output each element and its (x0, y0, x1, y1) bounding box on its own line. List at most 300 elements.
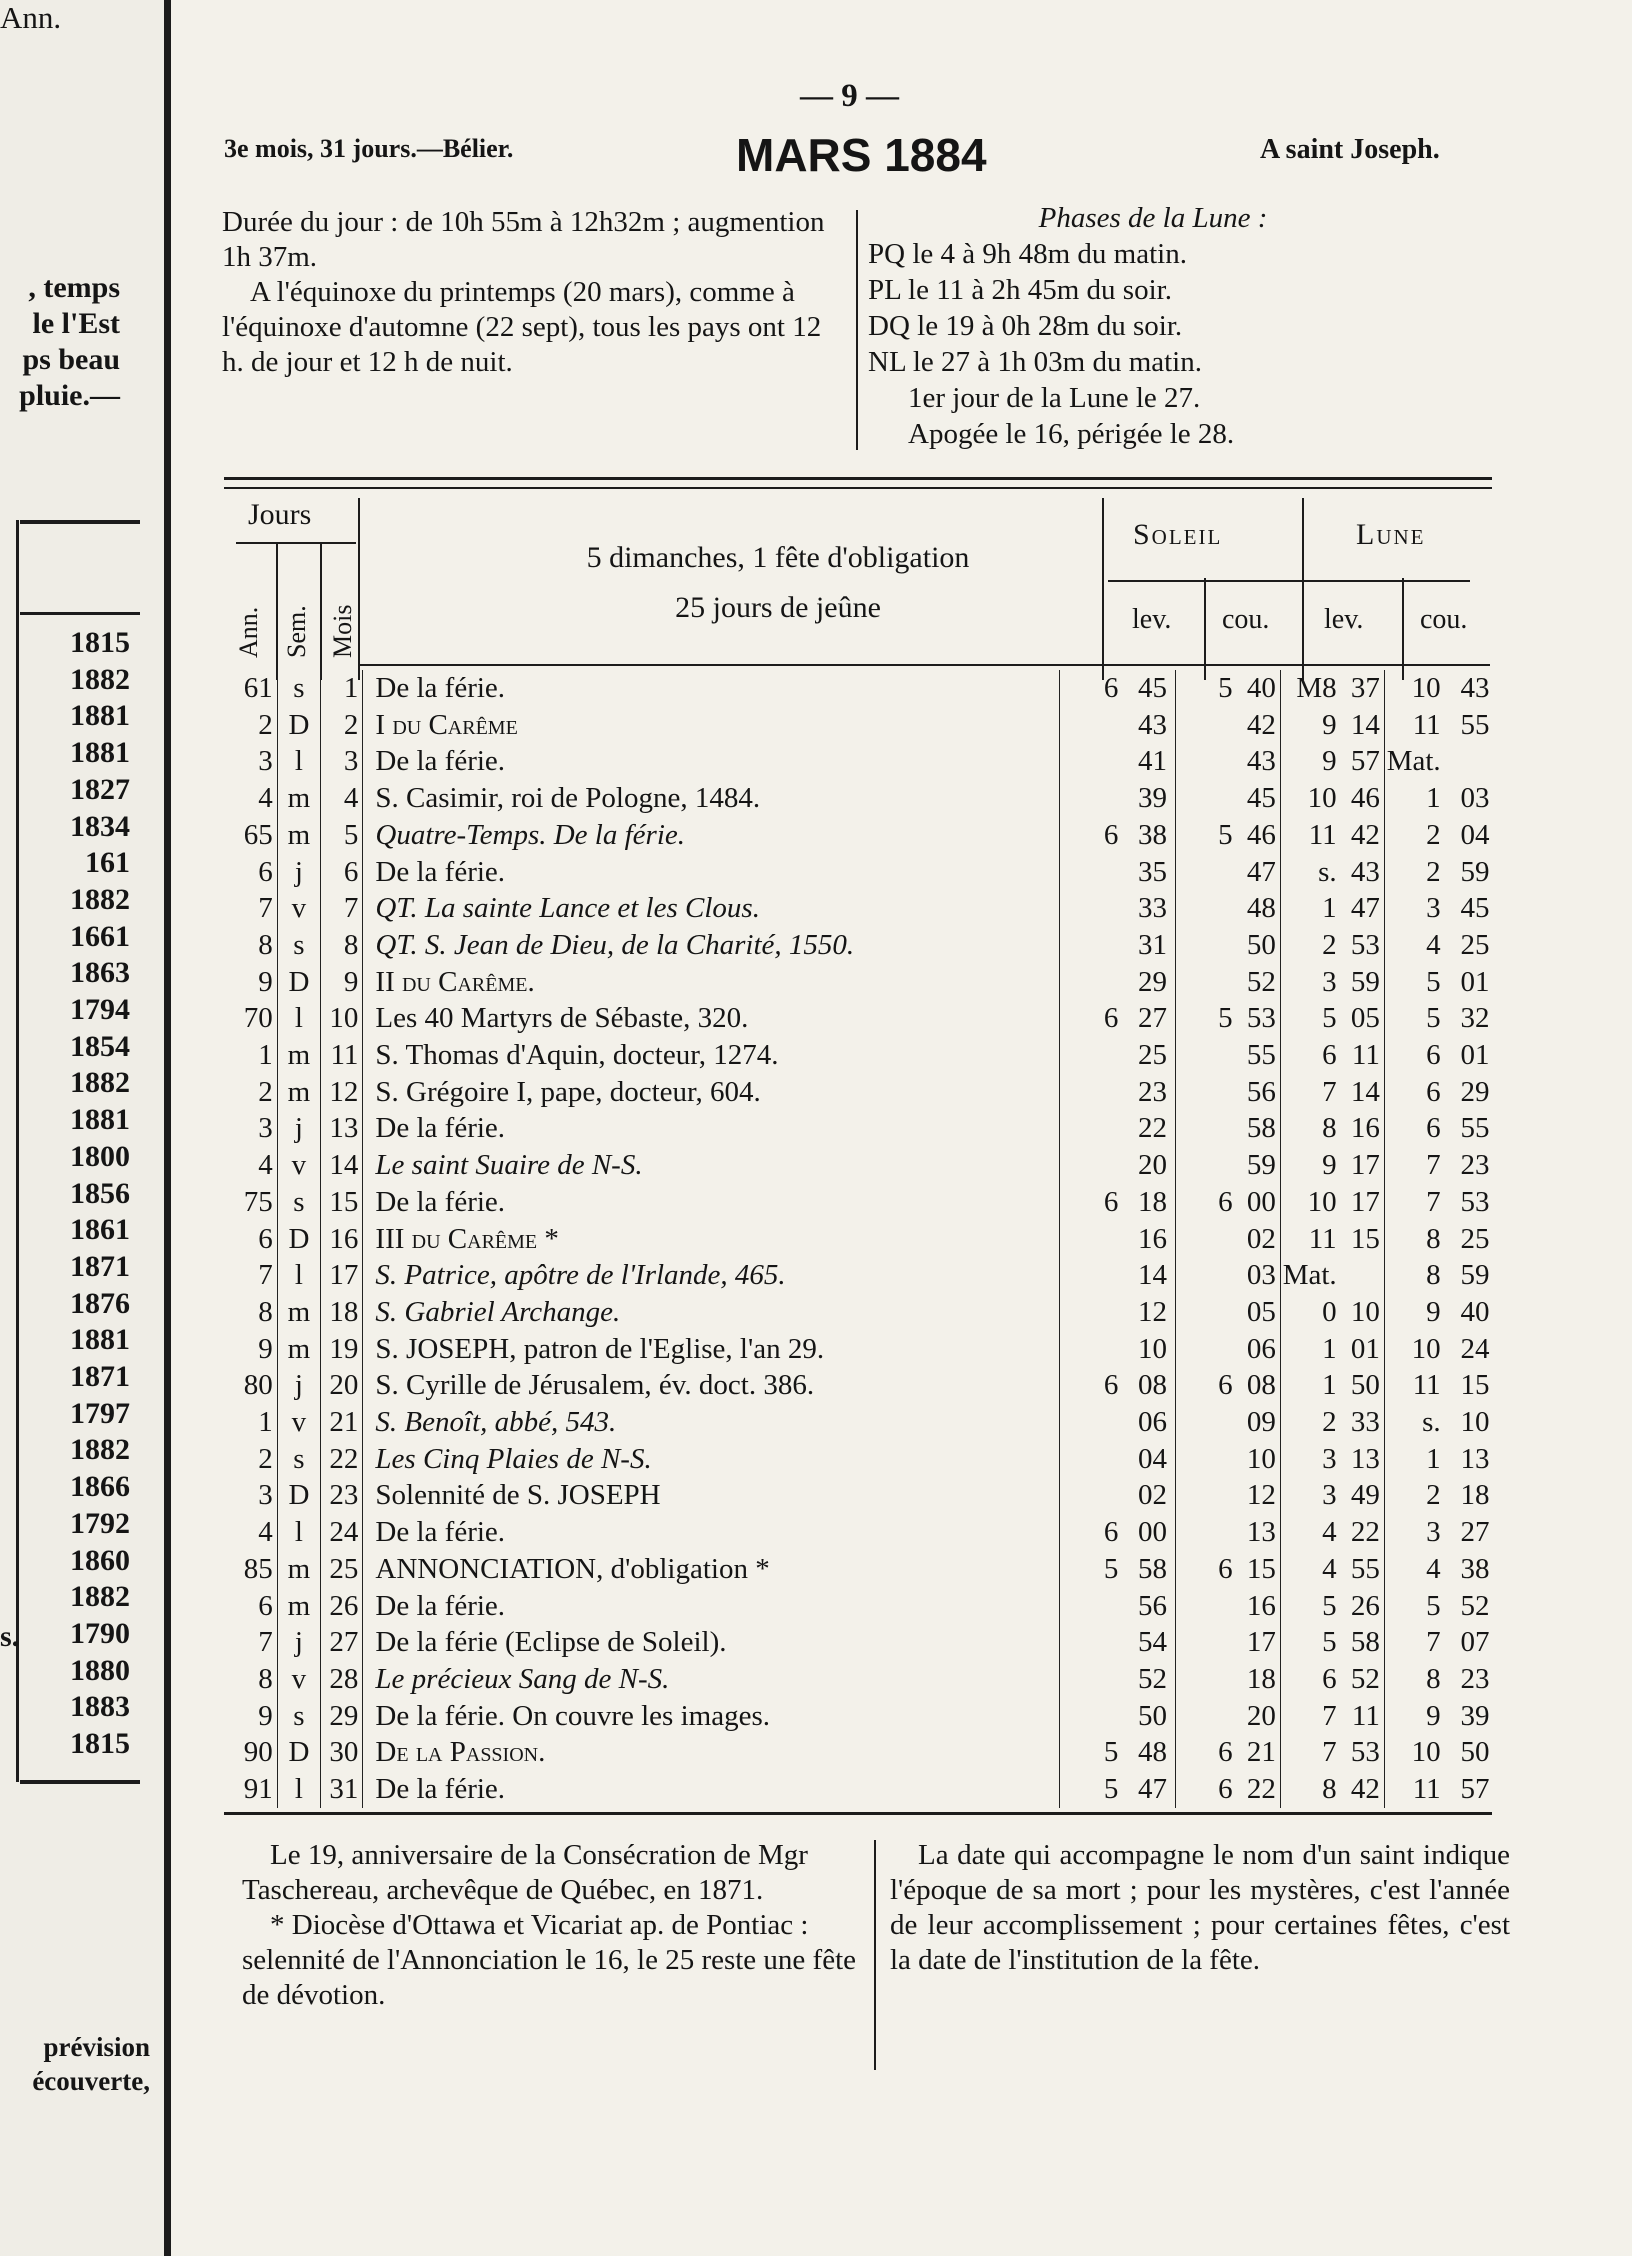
cell-mois: 24 (321, 1514, 363, 1551)
table-row (228, 1624, 1490, 1661)
cell-ann: 9 (228, 1331, 277, 1368)
cell-sl-h (1059, 1624, 1122, 1661)
cell-fete: Le précieux Sang de N-S. (363, 1661, 1059, 1698)
cell-lc-h: 5 (1426, 965, 1441, 998)
phase-line: DQ le 19 à 0h 28m du soir. (868, 310, 1183, 342)
cell-lc-h: 6 (1426, 1112, 1441, 1145)
cell-ll-h: 3 (1322, 965, 1337, 998)
cell-mois: 12 (321, 1074, 363, 1111)
cell-ll-h: 9 (1322, 708, 1337, 741)
cell-fete: De la Passion. (363, 1734, 1059, 1771)
cell-sc-m: 12 (1237, 1477, 1281, 1514)
cell-sc-h (1176, 1624, 1237, 1661)
cell-lc-m: 01 (1460, 1039, 1490, 1072)
prev-year: 161 (85, 846, 130, 880)
cell-ll-m: 15 (1341, 1221, 1385, 1258)
cell-ll-h: 7 (1322, 1075, 1337, 1108)
prev-year: 1827 (70, 772, 130, 806)
table-row (228, 964, 1490, 1001)
cell-ll-m: 50 (1341, 1367, 1385, 1404)
prev-table-rule-top (20, 520, 140, 524)
cell-sc-m: 10 (1237, 1441, 1281, 1478)
cell-sl-h: 6 (1103, 1002, 1119, 1035)
cell-lc-h: 3 (1426, 1516, 1441, 1549)
cell-mois: 4 (321, 780, 363, 817)
cell-sc-m: 59 (1237, 1147, 1281, 1184)
cell-mois: 13 (321, 1110, 363, 1147)
cell-sl-h (1059, 1698, 1122, 1735)
calendar-body (228, 670, 1490, 1808)
lune-lev-header: lev. (1324, 604, 1364, 635)
cell-sc-m: 47 (1237, 854, 1281, 891)
cell-sc-m: 15 (1237, 1551, 1281, 1588)
cell-lc-h: 4 (1426, 928, 1441, 961)
cell-sl-m: 22 (1122, 1110, 1175, 1147)
cell-sem: D (277, 1734, 320, 1771)
cell-sc-m: 13 (1237, 1514, 1281, 1551)
cell-ll-m: 53 (1341, 927, 1385, 964)
double-rule-top (224, 477, 1492, 480)
phase-line: PQ le 4 à 9h 48m du matin. (868, 238, 1187, 270)
sun-moon-underline (1108, 580, 1470, 582)
cell-ll-h: 9 (1322, 745, 1337, 778)
cell-sc-h (1176, 1074, 1237, 1111)
cell-ll-m: 57 (1341, 743, 1385, 780)
cell-ann: 8 (228, 1661, 277, 1698)
cell-sc-m: 03 (1237, 1257, 1281, 1294)
cell-lc-m: 59 (1460, 1259, 1490, 1292)
table-row (228, 1588, 1490, 1625)
cell-lc-m: 25 (1460, 1222, 1490, 1255)
cell-ann: 2 (228, 1074, 277, 1111)
note-diocese: * Diocèse d'Ottawa et Vicariat ap. de Pontiac : selennité de l'Annonciation le 16, le 25 reste une fête de dévotion. (242, 1909, 857, 2011)
prev-year: 1871 (70, 1360, 130, 1394)
cell-mois: 23 (321, 1477, 363, 1514)
prev-line: ps beau (22, 343, 120, 376)
cell-ll-m: 59 (1341, 964, 1385, 1001)
cell-sc-m: 46 (1237, 817, 1281, 854)
table-row (228, 670, 1490, 707)
fete-soleil-split (1102, 498, 1104, 680)
table-row (228, 1331, 1490, 1368)
cell-mois: 2 (321, 707, 363, 744)
cell-ll-m: 14 (1341, 707, 1385, 744)
cell-lc-h: 2 (1426, 855, 1441, 888)
cell-ll-m: 26 (1341, 1588, 1385, 1625)
cell-sl-m: 02 (1122, 1477, 1175, 1514)
cell-lc-h: 9 (1426, 1295, 1441, 1328)
cell-ll-h: 5 (1322, 1589, 1337, 1622)
cell-lc-m: 10 (1460, 1406, 1490, 1439)
prev-year: 1881 (70, 699, 130, 733)
prev-year: 1882 (70, 882, 130, 916)
cell-sl-m: 58 (1122, 1551, 1175, 1588)
cell-sc-h (1176, 1110, 1237, 1147)
cell-mois: 19 (321, 1331, 363, 1368)
cell-ll-h: 1 (1322, 1332, 1337, 1365)
cell-ll-h: 8 (1322, 1773, 1337, 1806)
table-row (228, 1110, 1490, 1147)
phase-extra: 1er jour de la Lune le 27. (908, 382, 1201, 414)
cell-sl-m: 54 (1122, 1624, 1175, 1661)
cell-lc-h: 6 (1426, 1075, 1441, 1108)
summary-line: 5 dimanches, 1 fête d'obligation (586, 541, 970, 574)
cell-lc-m: 18 (1460, 1479, 1490, 1512)
cell-lc-m: 57 (1460, 1773, 1490, 1806)
cell-sl-h (1059, 1110, 1122, 1147)
cell-ll-h: 5 (1322, 1626, 1337, 1659)
cell-sc-h (1176, 1331, 1237, 1368)
cell-ll-m: 22 (1341, 1514, 1385, 1551)
cell-sl-m: 43 (1122, 707, 1175, 744)
table-row (228, 707, 1490, 744)
cell-ll-h: Mat. (1282, 1259, 1337, 1292)
cell-ann: 3 (228, 1477, 277, 1514)
table-row (228, 1000, 1490, 1037)
cell-fete: De la férie. (363, 854, 1059, 891)
cell-sl-h (1059, 1037, 1122, 1074)
calendar-table (228, 670, 1490, 1808)
cell-sem: m (277, 1588, 320, 1625)
cell-fete: Quatre-Temps. De la férie. (363, 817, 1059, 854)
cell-ll-m: 42 (1341, 817, 1385, 854)
cell-sl-h (1059, 780, 1122, 817)
cell-ll-m: 53 (1341, 1734, 1385, 1771)
cell-ll-h: 4 (1322, 1552, 1337, 1585)
cell-fete: Le saint Suaire de N-S. (363, 1147, 1059, 1184)
cell-ll-h: 4 (1322, 1516, 1337, 1549)
cell-lc-m: 32 (1460, 1002, 1490, 1035)
cell-lc-m: 52 (1460, 1589, 1490, 1622)
cell-ll-h: 10 (1307, 1185, 1337, 1218)
cell-sl-h (1059, 1221, 1122, 1258)
cell-sc-h: 6 (1218, 1185, 1233, 1218)
cell-lc-m: 39 (1460, 1699, 1490, 1732)
prev-year: 1794 (70, 993, 130, 1027)
prev-year: 1860 (70, 1543, 130, 1577)
cell-sem: D (277, 1477, 320, 1514)
cell-ann: 6 (228, 1221, 277, 1258)
cell-sl-h (1059, 854, 1122, 891)
prev-year: 1882 (70, 1066, 130, 1100)
cell-ll-h: 11 (1308, 1222, 1337, 1255)
cell-sem: s (277, 1441, 320, 1478)
phase-line: NL le 27 à 1h 03m du matin. (868, 346, 1202, 378)
cell-sc-h (1176, 1221, 1237, 1258)
cell-lc-h: 7 (1426, 1626, 1441, 1659)
cell-sl-m: 10 (1122, 1331, 1175, 1368)
cell-sc-m: 50 (1237, 927, 1281, 964)
cell-fete: S. Casimir, roi de Pologne, 1484. (363, 780, 1059, 817)
cell-sc-m: 18 (1237, 1661, 1281, 1698)
cell-lc-h: 10 (1411, 1332, 1441, 1365)
cell-sc-m: 48 (1237, 890, 1281, 927)
cell-lc-m: 25 (1460, 928, 1490, 961)
table-row (228, 1147, 1490, 1184)
table-row (228, 1221, 1490, 1258)
intro-equinox: A l'équinoxe du printemps (20 mars), comme à l'équinoxe d'automne (22 sept), tous les pays ont 12 h. de jour et 12 h de nuit. (222, 276, 822, 378)
cell-ann: 9 (228, 1698, 277, 1735)
cell-fete: QT. S. Jean de Dieu, de la Charité, 1550. (363, 927, 1059, 964)
cell-mois: 7 (321, 890, 363, 927)
cell-sc-m: 21 (1237, 1734, 1281, 1771)
cell-fete: De la férie. (363, 1771, 1059, 1808)
cell-ll-h: 7 (1322, 1699, 1337, 1732)
cell-fete: S. Gabriel Archange. (363, 1294, 1059, 1331)
header-right: A saint Joseph. (1260, 134, 1440, 165)
prev-year: 1797 (70, 1396, 130, 1430)
cell-sl-m: 45 (1122, 670, 1175, 707)
cell-sc-m: 55 (1237, 1037, 1281, 1074)
cell-sem: v (277, 890, 320, 927)
cell-mois: 8 (321, 927, 363, 964)
cell-sl-h: 6 (1103, 1185, 1119, 1218)
cell-mois: 25 (321, 1551, 363, 1588)
prev-year: 1863 (70, 956, 130, 990)
cell-lc-h: 2 (1426, 818, 1441, 851)
note-consecration: Le 19, anniversaire de la Consécration de Mgr Taschereau, archevêque de Québec, en 1871. (242, 1839, 808, 1906)
cell-ll-h: 1 (1322, 1369, 1337, 1402)
table-row (228, 1367, 1490, 1404)
prev-year: 1866 (70, 1470, 130, 1504)
cell-ll-h: 11 (1308, 818, 1337, 851)
page-fold-line (164, 0, 171, 2256)
cell-ll-h: 2 (1322, 1406, 1337, 1439)
cell-sl-h (1059, 707, 1122, 744)
cell-sl-h (1059, 890, 1122, 927)
prev-year: 1882 (70, 1580, 130, 1614)
header-bottom-rule (360, 664, 1490, 666)
cell-sc-h: 6 (1218, 1736, 1233, 1769)
cell-lc-h: 10 (1411, 672, 1441, 704)
cell-sc-h (1176, 780, 1237, 817)
cell-ll-h: s. (1318, 855, 1337, 888)
cell-ll-h: 3 (1322, 1479, 1337, 1512)
cell-ann: 65 (228, 817, 277, 854)
prev-year: 1815 (70, 626, 130, 659)
cell-sl-h: 5 (1103, 1736, 1119, 1769)
cell-ann: 90 (228, 1734, 277, 1771)
cell-fete: III du Carême * (363, 1221, 1059, 1258)
cell-lc-m: 45 (1460, 892, 1490, 925)
cell-sl-m: 16 (1122, 1221, 1175, 1258)
cell-sl-h: 6 (1103, 818, 1119, 851)
prev-year: 1881 (70, 1323, 130, 1357)
cell-fete: Les Cinq Plaies de N-S. (363, 1441, 1059, 1478)
cell-sem: m (277, 1037, 320, 1074)
cell-sl-h: 5 (1103, 1773, 1119, 1806)
cell-fete: De la férie. (363, 1588, 1059, 1625)
prev-year: 1661 (70, 919, 130, 953)
cell-sem: j (277, 1624, 320, 1661)
cell-ll-h: 0 (1322, 1295, 1337, 1328)
cell-ll-m: 16 (1341, 1110, 1385, 1147)
table-row (228, 1404, 1490, 1441)
cell-sem: m (277, 1331, 320, 1368)
cell-lc-h: 7 (1426, 1149, 1441, 1182)
cell-sl-m: 41 (1122, 743, 1175, 780)
prev-year: 1790 (70, 1616, 130, 1650)
cell-mois: 17 (321, 1257, 363, 1294)
prev-year: 1834 (70, 809, 130, 843)
prev-line: écouverte, (32, 2066, 150, 2096)
cell-mois: 29 (321, 1698, 363, 1735)
cell-lc-m: 01 (1460, 965, 1490, 998)
cell-fete: QT. La sainte Lance et les Clous. (363, 890, 1059, 927)
cell-mois: 21 (321, 1404, 363, 1441)
mois-fete-split (358, 498, 360, 680)
cell-ann: 61 (228, 670, 277, 707)
cell-fete: De la férie. On couvre les images. (363, 1698, 1059, 1735)
cell-sl-m: 48 (1122, 1734, 1175, 1771)
cell-lc-h: 9 (1426, 1699, 1441, 1732)
prev-page-top-text (0, 270, 120, 414)
cell-ann: 85 (228, 1551, 277, 1588)
cell-sl-h (1059, 743, 1122, 780)
cell-fete: De la férie. (363, 670, 1059, 707)
cell-sc-m: 53 (1237, 1000, 1281, 1037)
cell-fete: S. Patrice, apôtre de l'Irlande, 465. (363, 1257, 1059, 1294)
prev-year: 1800 (70, 1139, 130, 1173)
phase-extra: Apogée le 16, périgée le 28. (908, 418, 1235, 450)
notes-divider (874, 1840, 876, 2070)
cell-sem: m (277, 1294, 320, 1331)
cell-mois: 20 (321, 1367, 363, 1404)
cell-sc-h (1176, 1294, 1237, 1331)
cell-sl-h (1059, 1331, 1122, 1368)
cell-ll-m: 55 (1341, 1551, 1385, 1588)
cell-lc-h: 5 (1426, 1589, 1441, 1622)
cell-mois: 18 (321, 1294, 363, 1331)
prev-ann-header: Ann. (0, 0, 62, 35)
cell-sc-h (1176, 1514, 1237, 1551)
cell-ann: 9 (228, 964, 277, 1001)
cell-ann: 8 (228, 927, 277, 964)
month-summary (458, 533, 1098, 633)
prev-year: 1881 (70, 736, 130, 770)
cell-sc-m: 45 (1237, 780, 1281, 817)
header-left: 3e mois, 31 jours.—Bélier. (224, 134, 514, 163)
cell-lc-m: 38 (1460, 1552, 1490, 1585)
cell-sc-h (1176, 1037, 1237, 1074)
cell-sl-m: 33 (1122, 890, 1175, 927)
prev-line: le l'Est (32, 307, 120, 340)
cell-lc-h: 11 (1412, 1773, 1441, 1806)
cell-lc-h: 4 (1426, 1552, 1441, 1585)
cell-sl-h (1059, 964, 1122, 1001)
cell-ann: 7 (228, 1624, 277, 1661)
cell-ann: 7 (228, 1257, 277, 1294)
cell-sem: m (277, 1551, 320, 1588)
cell-sl-m: 38 (1122, 817, 1175, 854)
cell-fete: Les 40 Martyrs de Sébaste, 320. (363, 1000, 1059, 1037)
jours-header: Jours (248, 498, 312, 531)
cell-mois: 30 (321, 1734, 363, 1771)
cell-sem: l (277, 1771, 320, 1808)
cell-lc-h: 1 (1426, 782, 1441, 815)
cell-sc-h: 6 (1218, 1369, 1233, 1402)
table-row (228, 1257, 1490, 1294)
cell-lc-m: 07 (1460, 1626, 1490, 1659)
summary-line: 25 jours de jeûne (675, 591, 881, 624)
table-row (228, 1771, 1490, 1808)
cell-sc-h (1176, 1404, 1237, 1441)
cell-ll-m: 14 (1341, 1074, 1385, 1111)
table-row (228, 1184, 1490, 1221)
cell-ll-h: 6 (1322, 1662, 1337, 1695)
table-row (228, 817, 1490, 854)
cell-sc-m: 42 (1237, 707, 1281, 744)
cell-lc-h: 7 (1426, 1185, 1441, 1218)
cell-mois: 27 (321, 1624, 363, 1661)
sem-mois-split (320, 544, 322, 680)
cell-ll-m: 52 (1341, 1661, 1385, 1698)
cell-sc-m: 17 (1237, 1624, 1281, 1661)
cell-sl-h: 6 (1103, 672, 1119, 704)
cell-sl-m: 18 (1122, 1184, 1175, 1221)
cell-ann: 91 (228, 1771, 277, 1808)
mois-header: Mois (328, 604, 357, 658)
cell-ann: 70 (228, 1000, 277, 1037)
cell-fete: ANNONCIATION, d'obligation * (363, 1551, 1059, 1588)
lune-cou-header: cou. (1420, 604, 1468, 635)
prev-year: 1883 (70, 1690, 130, 1724)
cell-mois: 1 (321, 670, 363, 707)
table-row (228, 854, 1490, 891)
cell-lc-h: 5 (1426, 1002, 1441, 1035)
cell-sc-h (1176, 1257, 1237, 1294)
cell-sc-h (1176, 927, 1237, 964)
cell-sl-h (1059, 1588, 1122, 1625)
cell-lc-m: 29 (1460, 1075, 1490, 1108)
cell-sl-h (1059, 1477, 1122, 1514)
cell-ll-h: 3 (1322, 1442, 1337, 1475)
table-row (228, 743, 1490, 780)
cell-sem: m (277, 1074, 320, 1111)
cell-sc-h: 6 (1218, 1773, 1233, 1806)
cell-sc-h (1176, 964, 1237, 1001)
prev-table-vline (16, 520, 19, 1782)
cell-sl-m: 20 (1122, 1147, 1175, 1184)
cell-sem: v (277, 1404, 320, 1441)
cell-sl-m: 00 (1122, 1514, 1175, 1551)
table-row (228, 1294, 1490, 1331)
table-row (228, 780, 1490, 817)
cell-lc-m: 23 (1460, 1662, 1490, 1695)
cell-sem: l (277, 743, 320, 780)
cell-mois: 22 (321, 1441, 363, 1478)
cell-fete: S. JOSEPH, patron de l'Eglise, l'an 29. (363, 1331, 1059, 1368)
cell-mois: 16 (321, 1221, 363, 1258)
prev-year: 1882 (70, 1433, 130, 1467)
prev-year: 1854 (70, 1029, 130, 1063)
cell-lc-h: 10 (1411, 1736, 1441, 1769)
table-row (228, 1514, 1490, 1551)
cell-sem: l (277, 1000, 320, 1037)
cell-sc-m: 20 (1237, 1698, 1281, 1735)
cell-sem: m (277, 780, 320, 817)
cell-ann: 1 (228, 1404, 277, 1441)
prev-year: 1856 (70, 1176, 130, 1210)
cell-ann: 7 (228, 890, 277, 927)
cell-sc-h (1176, 1661, 1237, 1698)
table-row (228, 1074, 1490, 1111)
cell-ann: 4 (228, 1147, 277, 1184)
intro-text (222, 205, 842, 380)
note-dates: La date qui accompagne le nom d'un saint indique l'époque de sa mort ; pour les mystères, c'est l'année de leur accomplissement ; pour certaines fêtes, c'est la date de l'institution de la fête. (890, 1839, 1510, 1976)
cell-lc-m: 23 (1460, 1149, 1490, 1182)
soleil-split (1204, 578, 1206, 680)
